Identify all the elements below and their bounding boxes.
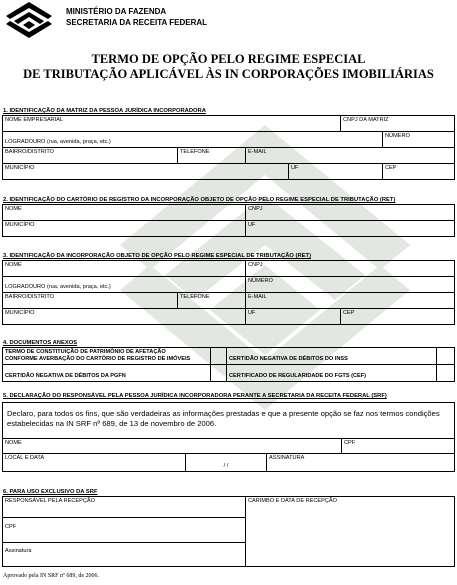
field-logradouro[interactable]: LOGRADOURO (rua, avenida, praça, etc.) — [3, 132, 383, 148]
field-uf[interactable]: UF — [289, 164, 383, 180]
field-cep[interactable]: CEP — [383, 164, 455, 180]
field-incorporacao-cep[interactable]: CEP — [341, 309, 455, 325]
field-cartorio-nome[interactable]: NOME — [3, 205, 246, 221]
field-incorporacao-uf[interactable]: UF — [246, 309, 341, 325]
field-numero[interactable]: NÚMERO — [383, 132, 455, 148]
declaration-text: Declaro, para todos os fins, que são verdadeiras as informações prestadas e que a presente opção se faz nos termos condições estabelecidas na IN SRF nº 689, de 13 de novembro de 2006. — [7, 409, 440, 428]
field-assinatura[interactable]: ASSINATURA — [267, 454, 455, 472]
section1-table — [2, 115, 455, 180]
section4-table — [2, 347, 455, 382]
document-title-line2: DE TRIBUTAÇÃO APLICÁVEL ÀS IN CORPORAÇÕES IMOBILIÁRIAS — [23, 67, 434, 81]
doc-termo-afetacao: TERMO DE CONSTITUIÇÃO DE PATRIMÔNIO DE AFETAÇÃO CONFORME AVERBAÇÃO DO CARTÓRIO DE REGISTRO DE IMÓVEIS — [3, 348, 211, 365]
document-title-line1: TERMO DE OPÇÃO PELO REGIME ESPECIAL — [91, 52, 366, 66]
field-responsavel-nome[interactable]: NOME — [3, 439, 342, 454]
field-incorporacao-email[interactable]: E-MAIL — [246, 293, 455, 309]
field-email[interactable]: E-MAIL — [246, 148, 455, 164]
field-incorporacao-cnpj[interactable]: CNPJ — [246, 261, 455, 277]
field-incorporacao-logradouro[interactable]: LOGRADOURO (rua, avenida, praça, etc.) — [3, 277, 246, 293]
agency-header — [66, 6, 207, 28]
section6-title: 6. PARA USO EXCLUSIVO DA SRF — [3, 489, 98, 495]
field-bairro[interactable]: BAIRRO/DISTRITO — [3, 148, 178, 164]
field-nome-empresarial[interactable]: NOME EMPRESARIAL — [3, 116, 341, 132]
field-responsavel-recepcao[interactable]: RESPONSÁVEL PELA RECEPÇÃO — [3, 497, 246, 518]
doc-certificado-fgts: CERTIFICADO DE REGULARIDADE DO FGTS (CEF) — [227, 365, 437, 382]
checkbox-termo-afetacao[interactable] — [211, 348, 227, 365]
field-incorporacao-telefone[interactable]: TELEFONE — [178, 293, 246, 309]
section1-title: 1. IDENTIFICAÇÃO DA MATRIZ DA PESSOA JURÍDICA INCORPORADORA — [3, 108, 206, 114]
section3-title: 3. IDENTIFICAÇÃO DA INCORPORAÇÃO OBJETO DE OPÇÃO PELO REGIME ESPECIAL DE TRIBUTAÇÃO (RET) — [3, 253, 312, 259]
approval-note: Aprovado pela IN SRF nº 689, de 2006. — [3, 573, 100, 579]
field-cartorio-cnpj[interactable]: CNPJ — [246, 205, 455, 221]
declaration-box — [3, 403, 455, 439]
ministry-name: MINISTÉRIO DA FAZENDA — [66, 7, 167, 16]
secretariat-name: SECRETARIA DA RECEITA FEDERAL — [66, 18, 208, 27]
field-incorporacao-numero[interactable]: NÚMERO — [246, 277, 455, 293]
doc-certidao-pgfn: CERTIDÃO NEGATIVA DE DÉBITOS DA PGFN — [3, 365, 211, 382]
field-incorporacao-bairro[interactable]: BAIRRO/DISTRITO — [3, 293, 178, 309]
section5-table — [2, 402, 455, 472]
field-cartorio-uf[interactable]: UF — [246, 221, 455, 237]
field-data[interactable]: / / — [186, 454, 267, 472]
field-carimbo-data[interactable]: CARIMBO E DATA DE RECEPÇÃO — [246, 497, 455, 567]
receita-federal-logo-icon — [6, 2, 52, 38]
field-responsavel-cpf[interactable]: CPF — [342, 439, 455, 454]
doc-certidao-inss: CERTIDÃO NEGATIVA DE DÉBITOS DO INSS — [227, 348, 437, 365]
section3-table — [2, 260, 455, 325]
field-municipio[interactable]: MUNICÍPIO — [3, 164, 289, 180]
checkbox-certificado-fgts[interactable] — [437, 365, 455, 382]
checkbox-certidao-pgfn[interactable] — [211, 365, 227, 382]
field-cartorio-municipio[interactable]: MUNICÍPIO — [3, 221, 246, 237]
field-telefone[interactable]: TELEFONE — [178, 148, 246, 164]
section6-table — [2, 496, 455, 567]
field-srf-cpf[interactable]: CPF — [3, 518, 246, 543]
checkbox-certidao-inss[interactable] — [437, 348, 455, 365]
field-srf-assinatura[interactable]: Assinatura — [3, 543, 246, 567]
field-incorporacao-nome[interactable]: NOME — [3, 261, 246, 277]
section5-title: 5. DECLARAÇÃO DO RESPONSÁVEL PELA PESSOA JURÍDICA INCORPORADORA PERANTE A SECRETARIA DA RECEITA FEDERAL (SRF) — [3, 393, 387, 399]
field-incorporacao-municipio[interactable]: MUNICÍPIO — [3, 309, 246, 325]
section4-title: 4. DOCUMENTOS ANEXOS — [3, 340, 78, 346]
field-cnpj-matriz[interactable]: CNPJ DA MATRIZ — [341, 116, 455, 132]
field-local-data[interactable]: LOCAL E DATA — [3, 454, 186, 472]
section2-table — [2, 204, 455, 237]
section2-title: 2. IDENTIFICAÇÃO DO CARTÓRIO DE REGISTRO DA INCORPORAÇÃO OBJETO DE OPÇÃO PELO REGIME ESPECIAL DE TRIBUTAÇÃO (RET) — [3, 197, 396, 203]
